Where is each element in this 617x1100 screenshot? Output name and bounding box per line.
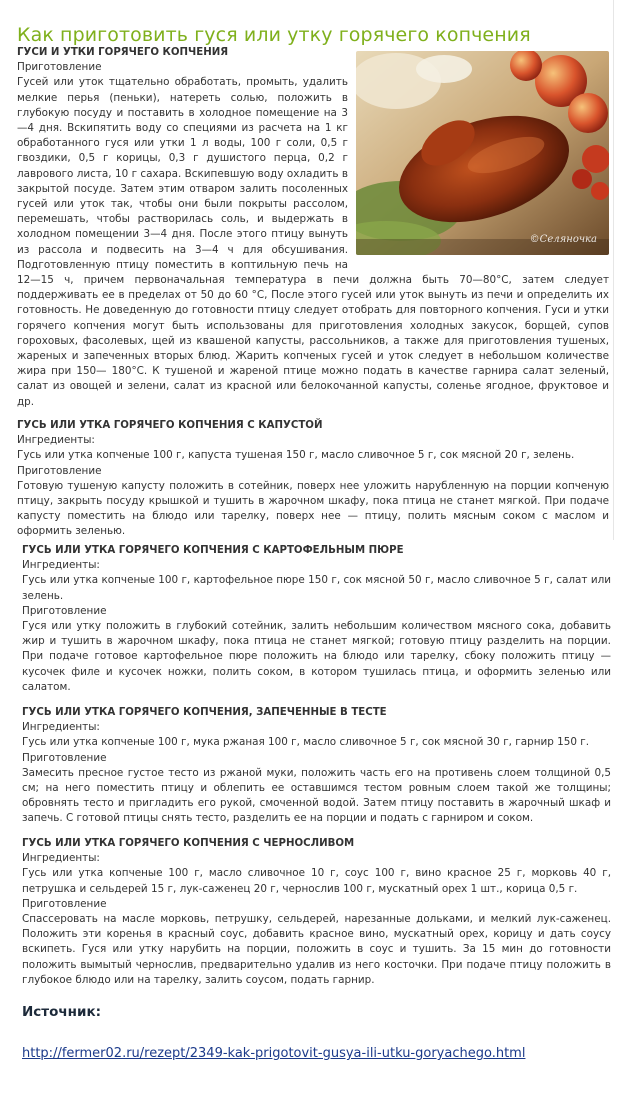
ingredients-text: Гусь или утка копченые 100 г, капуста тушеная 150 г, масло сливочное 5 г, сок мясной 20 г, зелень. xyxy=(17,449,575,462)
ingredients-text: Гусь или утка копченые 100 г, мука ржаная 100 г, масло сливочное 5 г, сок мясной 30 г, гарнир 150 г. xyxy=(22,736,590,749)
section-with-cabbage xyxy=(17,418,609,540)
preparation-text: Гуся или утку положить в глубокий сотейник, залить небольшим количеством мясного сока, добавить жир и тушить в жарочном шкафу, пока птица не станет мягкой; готовую птицу разделить на порции. При подаче готовое картофельное пюре положить на блюдо или тарелку, сбоку положить птицу — кусочек филе и кусочек ножки, полить соком, в котором тушилась птица, и оформить зеленью или салатом. xyxy=(22,620,611,693)
ingredients-text: Гусь или утка копченые 100 г, картофельное пюре 150 г, сок мясной 50 г, масло сливочное 5 г, салат или зелень. xyxy=(22,574,611,602)
preparation-label: Приготовление xyxy=(22,897,107,910)
ingredients-text: Гусь или утка копченые 100 г, масло сливочное 10 г, соус 100 г, вино красное 25 г, морковь 40 г, петрушка и сельдерей 15 г, лук-саженец 20 г, чернослив 100 г, мускатный орех 1 шт., корица 0,5 г. xyxy=(22,867,611,895)
preparation-label: Приготовление xyxy=(17,464,102,477)
ingredients-label: Ингредиенты: xyxy=(17,434,95,447)
section-heading: ГУСЬ ИЛИ УТКА ГОРЯЧЕГО КОПЧЕНИЯ С КАРТОФЕЛЬНЫМ ПЮРЕ xyxy=(22,545,404,556)
ingredients-label: Ингредиенты: xyxy=(22,852,100,865)
ingredients-label: Ингредиенты: xyxy=(22,721,100,734)
smoked-duck-photo xyxy=(356,51,609,255)
page-title: Как приготовить гуся или утку горячего копчения xyxy=(17,23,531,46)
preparation-text: Спассеровать на масле морковь, петрушку, сельдерей, нарезанные дольками, и мелкий лук-саженец. Положить эти коренья в красный соус, добавить красное вино, мускатный орех, корицу и дать соусу вскипеть. Гуся или утку нарубить на порции, положить в соус и тушить. За 15 мин до готовности положить вымытый чернослив, предварительно удалив из него косточки. При подаче птицу положить в глубокое блюдо или на тарелку, залить соусом, подать гарнир. xyxy=(22,913,611,986)
preparation-text: Готовую тушеную капусту положить в сотейник, поверх нее уложить нарубленную на порции копченую птицу, закрыть посуду крышкой и тушить в жарочном шкафу, пока птица не станет мягкой. При подаче капусту поместить на блюдо или тарелку, поверх нее — птицу, полить мясным соком с маслом и оформить зеленью. xyxy=(17,479,609,538)
ingredients-label: Ингредиенты: xyxy=(22,559,100,572)
source-label: Источник: xyxy=(22,1004,102,1020)
preparation-label: Приготовление xyxy=(17,61,102,74)
section-with-prunes xyxy=(22,836,611,988)
section-hot-smoked-goose xyxy=(17,45,609,410)
preparation-label: Приготовление xyxy=(22,604,107,617)
photo-watermark: ©Селяночка xyxy=(529,233,597,245)
preparation-text: Гусей или уток тщательно обработать, промыть, удалить мелкие перья (пеньки), натереть солью, положить в глубокую посуду и поставить в холодное помещение на 3—4 дня. Вскипятить воду со специями из расчета на 1 кг обработанного гуся или утки 1 л воды, 100 г соли, 0,5 г гвоздики, 0,5 г корицы, 0,3 г душистого перца, 0,2 г лаврового листа, 10 г сахара. Вскипевшую воду охладить в закрытой посуде. Затем этим отваром залить посоленных гусей или уток так, чтобы они были покрыты рассолом, перемешать, чтобы растворилась соль, и выдержать в холодном помещении 3—4 дня. После этого птицу вынуть из рассола и подвесить на 3—4 ч для обсушивания. Подготовленную птицу поместить в коптильную печь на 12—15 ч, причем первоначальная температура в печи должна быть 70—80°С, затем следует поддерживать ее в пределах от 50 до 60 °С, После этого гусей или уток вынуть из печи и определить их готовность. Не доведенную до готовности птицу следует отобрать для повторного копчения. Гуси и утки горячего копчения могут быть использованы для приготовления холодных закусок, борщей, супов гороховых, фасолевых, щей из квашеной капусты, рассольников, а также для приготовления тушеных, жареных и запеченных вторых блюд. Жарить копченых гусей и уток следует в небольшом количестве жира при 150— 180°С. К тушеной и жареной птице можно подать в качестве гарнира салат зеленый, салат из овощей и зелени, салат из красной или белокочанной капусты, соленье ягодное, фруктовое и др. xyxy=(17,76,609,408)
smoked-duck-illustration xyxy=(356,51,609,255)
preparation-text: Замесить пресное густое тесто из ржаной муки, положить часть его на противень слоем толщиной 0,5 см; на него поместить птицу и облепить ее оставшимся тестом ровным слоем такой же толщины; обровнять тесто и пригладить его рукой, смоченной водой. Затем птицу поставить в жарочный шкаф и запечь. С готовой птицы снять тесто, разделить ее на порции и подать с гарниром и соком. xyxy=(22,766,611,825)
preparation-label: Приготовление xyxy=(22,751,107,764)
section-with-mashed-potatoes xyxy=(22,543,611,695)
source-link[interactable]: http://fermer02.ru/rezept/2349-kak-prigotovit-gusya-ili-utku-goryachego.html xyxy=(22,1046,526,1061)
page-right-border xyxy=(613,0,614,540)
section-heading: ГУСЬ ИЛИ УТКА ГОРЯЧЕГО КОПЧЕНИЯ С КАПУСТОЙ xyxy=(17,420,323,431)
section-heading: ГУСИ И УТКИ ГОРЯЧЕГО КОПЧЕНИЯ xyxy=(17,47,229,58)
section-heading: ГУСЬ ИЛИ УТКА ГОРЯЧЕГО КОПЧЕНИЯ, ЗАПЕЧЕННЫЕ В ТЕСТЕ xyxy=(22,707,387,718)
section-heading: ГУСЬ ИЛИ УТКА ГОРЯЧЕГО КОПЧЕНИЯ С ЧЕРНОСЛИВОМ xyxy=(22,838,355,849)
section-baked-in-dough xyxy=(22,705,611,827)
